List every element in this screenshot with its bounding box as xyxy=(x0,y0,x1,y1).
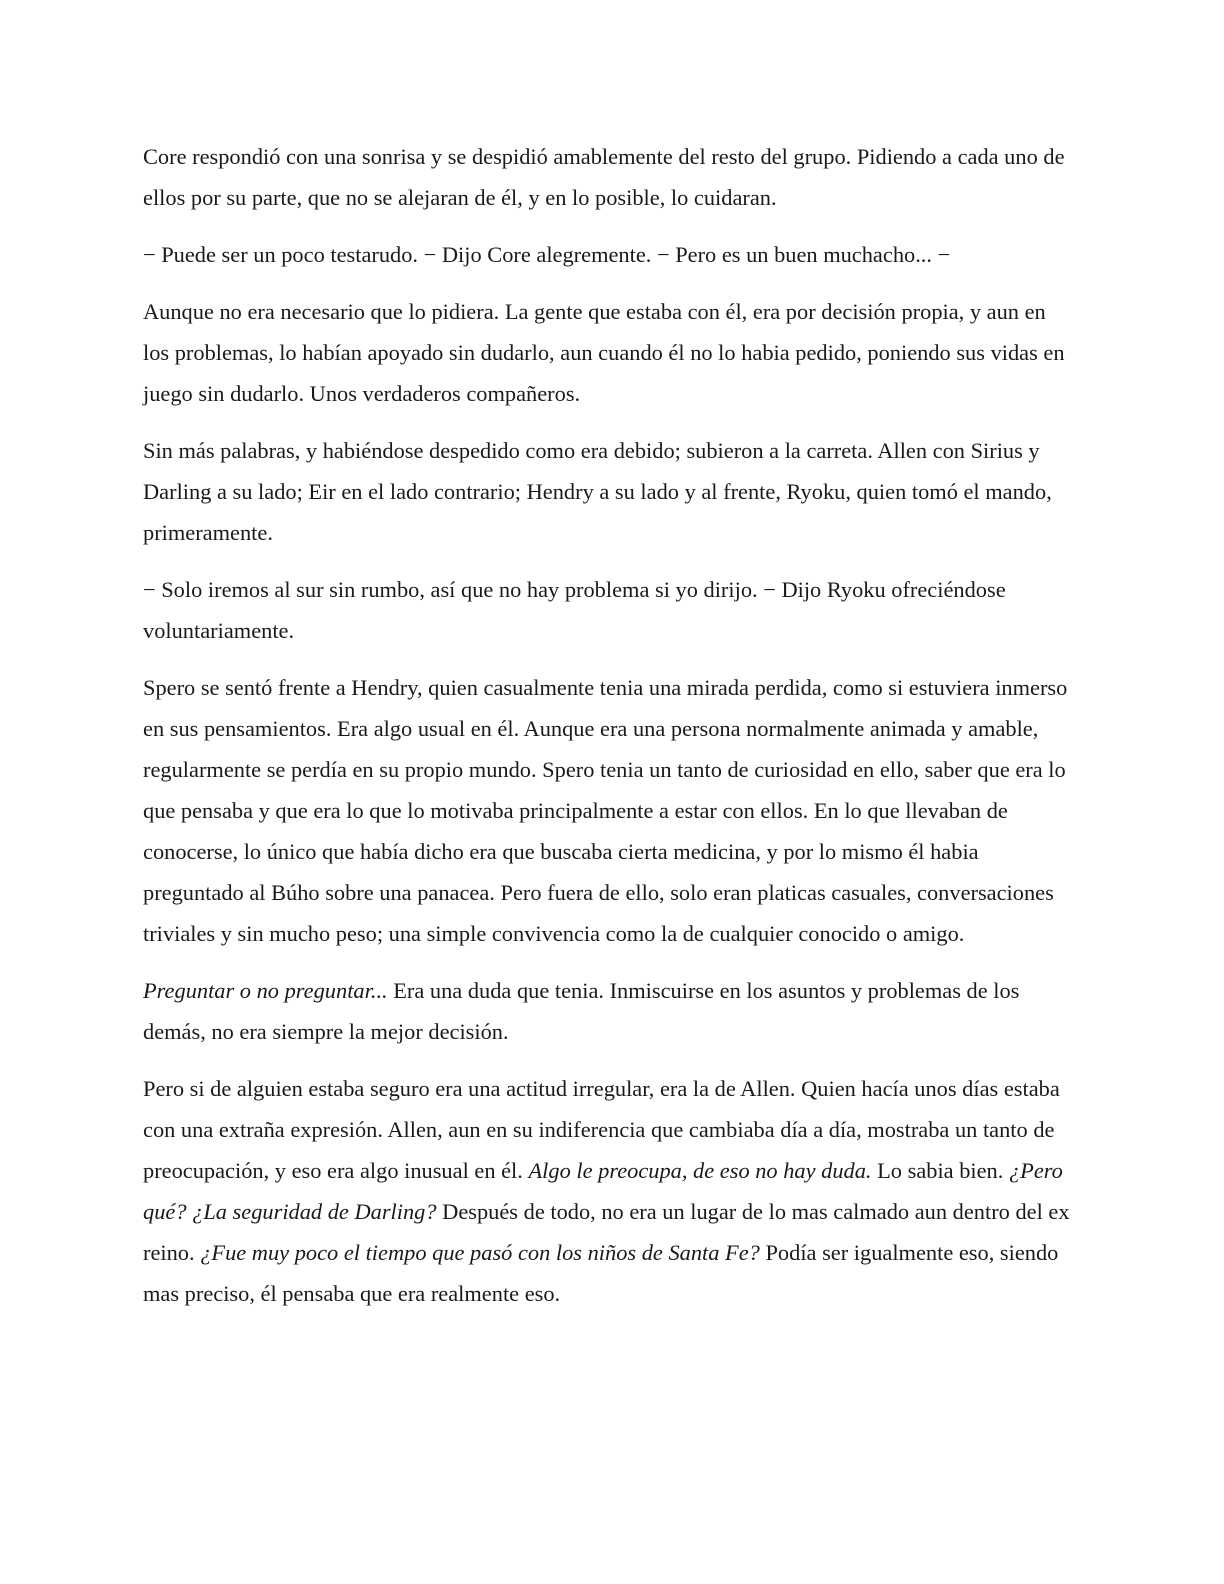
paragraph-8 xyxy=(143,1068,1073,1314)
italic-text-segment: Algo le preocupa, de eso no hay duda. xyxy=(528,1158,872,1183)
paragraph-3 xyxy=(143,291,1073,414)
paragraph-2 xyxy=(143,234,1073,275)
paragraph-7 xyxy=(143,970,1073,1052)
paragraph-6 xyxy=(143,667,1073,954)
italic-text-segment: ¿Pero qué? ¿La seguridad de Darling? xyxy=(143,1158,1063,1224)
document-page xyxy=(143,136,1073,1330)
text-segment: Era una duda que tenia. Inmiscuirse en los asuntos y problemas de los demás, no era siempre la mejor decisión. xyxy=(143,978,1020,1044)
italic-text-segment: Preguntar o no preguntar... xyxy=(143,978,388,1003)
text-segment: Sin más palabras, y habiéndose despedido como era debido; subieron a la carreta. Allen con Sirius y Darling a su lado; Eir en el lado contrario; Hendry a su lado y al frente, Ryoku, quien tomó el mando, primeramente. xyxy=(143,438,1052,545)
italic-text-segment: ¿Fue muy poco el tiempo que pasó con los niños de Santa Fe? xyxy=(200,1240,760,1265)
text-segment: Después de todo, no era un lugar de lo mas calmado aun dentro del ex reino. xyxy=(143,1199,1070,1265)
paragraph-4 xyxy=(143,430,1073,553)
text-segment: − Puede ser un poco testarudo. − Dijo Core alegremente. − Pero es un buen muchacho... − xyxy=(143,242,951,267)
text-segment: − Solo iremos al sur sin rumbo, así que no hay problema si yo dirijo. − Dijo Ryoku ofreciéndose voluntariamente. xyxy=(143,577,1006,643)
text-segment: Spero se sentó frente a Hendry, quien casualmente tenia una mirada perdida, como si estuviera inmerso en sus pensamientos. Era algo usual en él. Aunque era una persona normalmente animada y amable, regularmente se perdía en su propio mundo. Spero tenia un tanto de curiosidad en ello, saber que era lo que pensaba y que era lo que lo motivaba principalmente a estar con ellos. En lo que llevaban de conocerse, lo único que había dicho era que buscaba cierta medicina, y por lo mismo él habia preguntado al Búho sobre una panacea. Pero fuera de ello, solo eran platicas casuales, conversaciones triviales y sin mucho peso; una simple convivencia como la de cualquier conocido o amigo. xyxy=(143,675,1068,946)
text-segment: Podía ser igualmente eso, siendo mas preciso, él pensaba que era realmente eso. xyxy=(143,1240,1059,1306)
text-segment: Pero si de alguien estaba seguro era una actitud irregular, era la de Allen. Quien hacía unos días estaba con una extraña expresión. Allen, aun en su indiferencia que cambiaba día a día, mostraba un tanto de preocupación, y eso era algo inusual en él. xyxy=(143,1076,1060,1183)
paragraph-5 xyxy=(143,569,1073,651)
paragraph-1 xyxy=(143,136,1073,218)
text-segment: Lo sabia bien. xyxy=(871,1158,1009,1183)
text-segment: Aunque no era necesario que lo pidiera. La gente que estaba con él, era por decisión propia, y aun en los problemas, lo habían apoyado sin dudarlo, aun cuando él no lo habia pedido, poniendo sus vidas en juego sin dudarlo. Unos verdaderos compañeros. xyxy=(143,299,1065,406)
text-segment: Core respondió con una sonrisa y se despidió amablemente del resto del grupo. Pidiendo a cada uno de ellos por su parte, que no se alejaran de él, y en lo posible, lo cuidaran. xyxy=(143,144,1065,210)
